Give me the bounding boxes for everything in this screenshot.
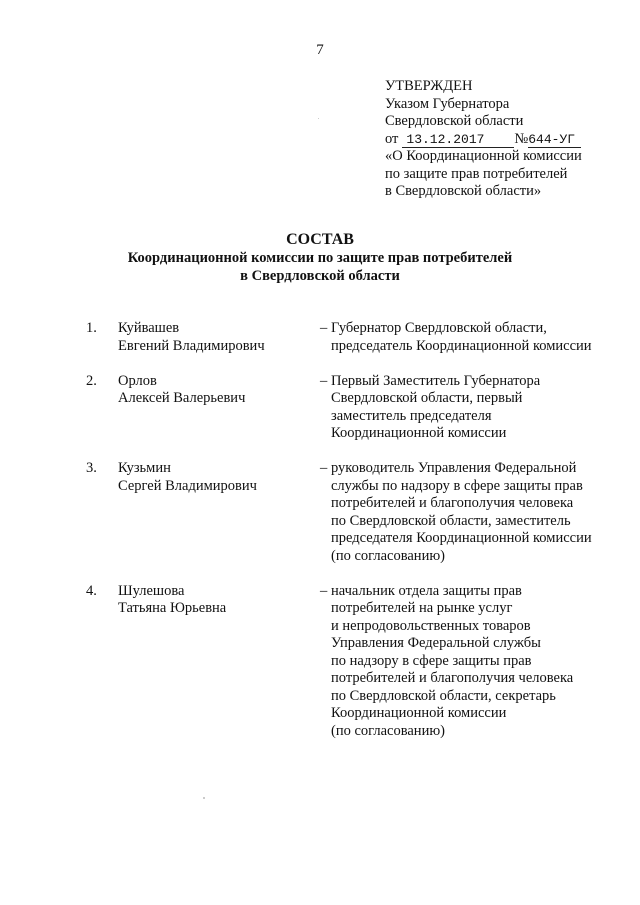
member-position-line: Губернатор Свердловской области,: [331, 320, 547, 336]
member-given-name: Сергей Владимирович: [118, 477, 257, 494]
members-list: [0, 320, 640, 758]
member-name: [118, 373, 308, 408]
member-position-line: по Свердловской области, заместитель: [331, 512, 571, 529]
approval-region-line: Свердловской области: [385, 113, 524, 129]
member-entry: [0, 460, 640, 565]
member-dash: –: [320, 320, 328, 336]
member-position-line: (по согласованию): [331, 722, 445, 739]
member-position-line: Управления Федеральной службы: [331, 635, 541, 651]
approval-title-line-3: в Свердловской области»: [385, 183, 542, 199]
member-surname: Кузьмин: [118, 460, 171, 476]
member-position-line: потребителей и благополучия человека: [331, 495, 574, 511]
member-name: [118, 320, 308, 355]
member-position-line: потребителей на рынке услуг: [331, 600, 513, 616]
member-given-name: Евгений Владимирович: [118, 337, 265, 354]
member-surname: Орлов: [118, 372, 157, 389]
approval-stamp: [385, 78, 630, 201]
member-dash: –: [320, 582, 328, 599]
member-position-line: Первый Заместитель Губернатора: [331, 372, 541, 389]
member-position-line: председатель Координационной комиссии: [331, 337, 592, 354]
member-surname: Шулешова: [118, 582, 185, 599]
decree-date: 13.12.2017: [402, 133, 514, 148]
page-number: 7: [316, 42, 324, 58]
member-position-line: потребителей и благополучия человека: [331, 670, 574, 686]
member-entry: [0, 320, 640, 355]
member-dash: –: [320, 460, 328, 476]
approval-heading: УТВЕРЖДЕН: [385, 78, 473, 94]
member-position-line: (по согласованию): [331, 547, 445, 564]
date-prefix: от: [385, 130, 399, 147]
member-position-line: председателя Координационной комиссии: [331, 530, 592, 546]
approval-title-line-2: по защите прав потребителей: [385, 165, 568, 182]
member-position: [331, 373, 631, 443]
member-surname: Куйвашев: [118, 320, 180, 336]
member-name: [118, 460, 308, 495]
approval-decree-line: Указом Губернатора: [385, 95, 510, 112]
member-position: [331, 583, 631, 741]
member-position-line: Координационной комиссии: [331, 705, 507, 721]
scan-speck: [203, 797, 205, 799]
member-position-line: начальник отдела защиты прав: [331, 582, 522, 599]
member-position-line: и непродовольственных товаров: [331, 617, 531, 634]
member-name: [118, 583, 308, 618]
member-position-line: заместитель председателя: [331, 407, 492, 424]
member-position: [331, 460, 631, 565]
member-position-line: Свердловской области, первый: [331, 390, 523, 406]
number-prefix: №: [514, 130, 529, 147]
document-heading: [0, 230, 640, 285]
member-number: 3.: [86, 460, 97, 476]
member-entry: [0, 583, 640, 741]
member-position: [331, 320, 631, 355]
member-dash: –: [320, 372, 328, 389]
decree-number: 644-УГ: [528, 133, 581, 148]
member-position-line: по надзору в сфере защиты прав: [331, 652, 532, 669]
member-position-line: руководитель Управления Федеральной: [331, 460, 577, 476]
member-entry: [0, 373, 640, 443]
scan-speck: [318, 118, 319, 119]
member-number: 1.: [86, 320, 97, 336]
document-subtitle-line-1: Координационной комиссии по защите прав потребителей: [127, 250, 513, 266]
member-position-line: службы по надзору в сфере защиты прав: [331, 477, 583, 494]
member-given-name: Татьяна Юрьевна: [118, 600, 227, 616]
document-title: СОСТАВ: [286, 231, 354, 248]
document-subtitle-line-2: в Свердловской области: [240, 267, 400, 284]
approval-title-line-1: «О Координационной комиссии: [385, 148, 582, 164]
member-number: 4.: [86, 582, 97, 599]
member-position-line: по Свердловской области, секретарь: [331, 687, 556, 704]
member-position-line: Координационной комиссии: [331, 425, 507, 441]
member-given-name: Алексей Валерьевич: [118, 390, 246, 406]
approval-date-number-line: [385, 131, 630, 149]
member-number: 2.: [86, 372, 97, 389]
